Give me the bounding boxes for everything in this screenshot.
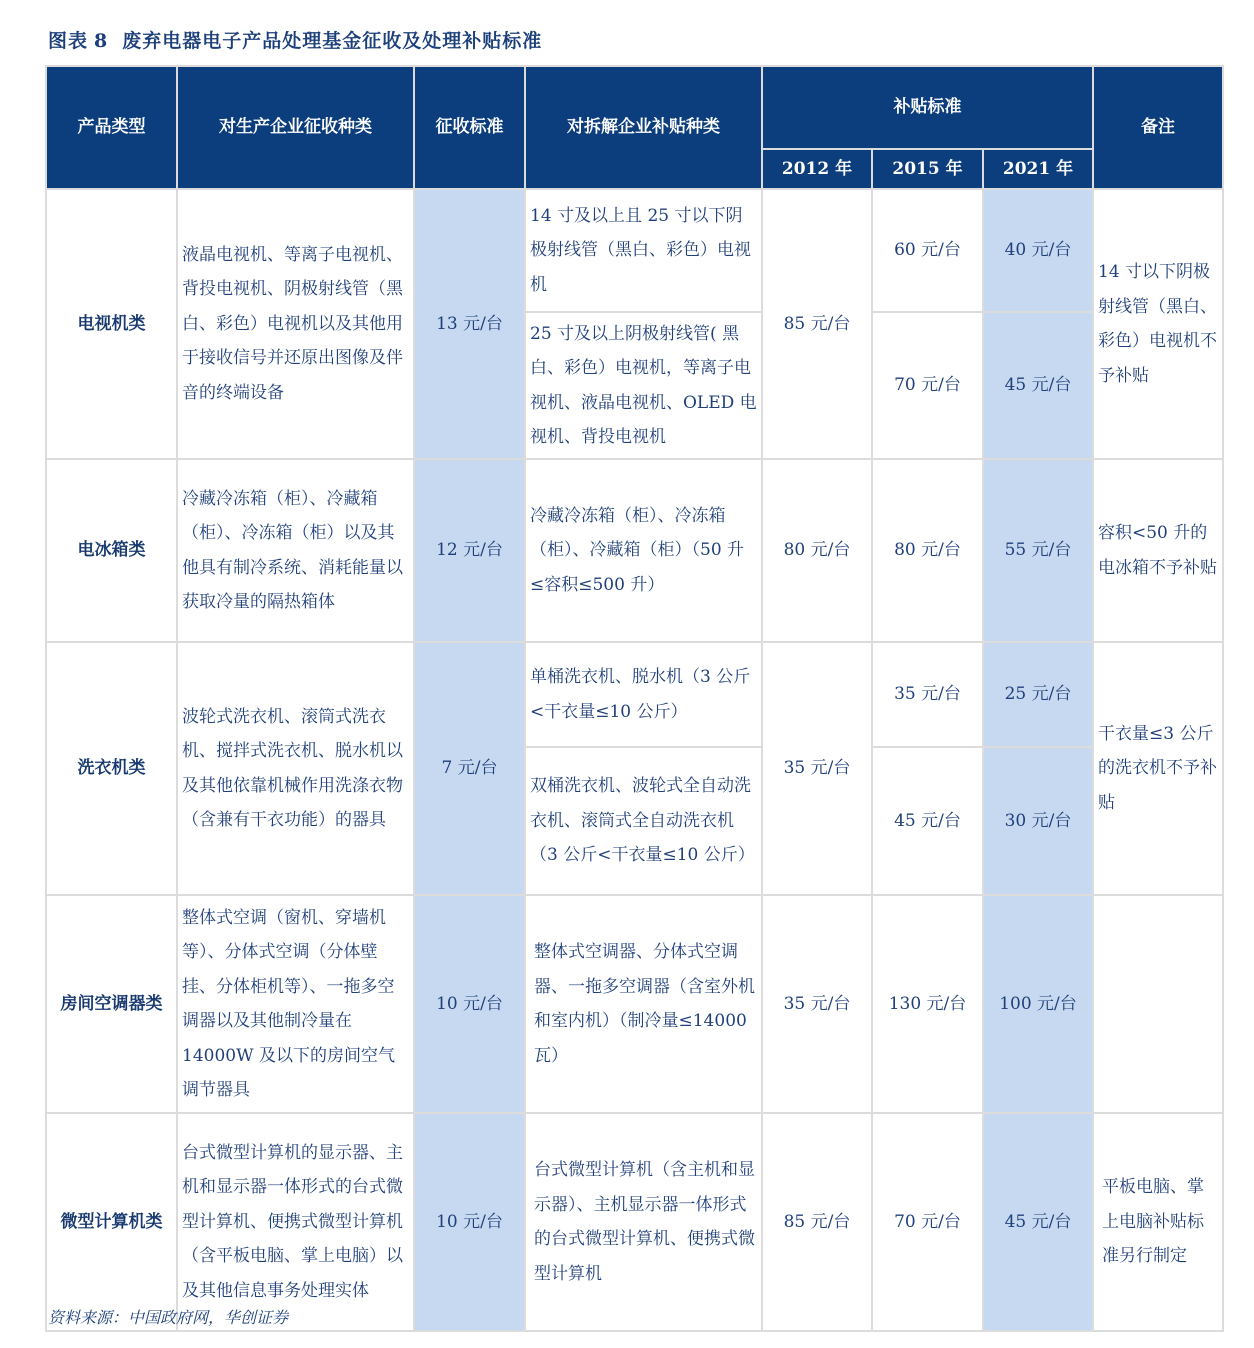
subsidy-scope-cell: 冷藏冷冻箱（柜）、冷冻箱（柜）、冷藏箱（柜）（50 升≤容积≤500 升） — [525, 459, 762, 642]
header-levy-scope: 对生产企业征收种类 — [177, 66, 414, 189]
subsidy-scope-cell: 25 寸及以上阴极射线管( 黑白、彩色）电视机，等离子电视机、液晶电视机、OLED 电视机、背投电视机 — [525, 312, 762, 459]
subsidy-2015-cell: 45 元/台 — [872, 747, 983, 895]
category-cell: 电视机类 — [46, 189, 177, 459]
subsidy-2012-cell: 35 元/台 — [762, 642, 872, 895]
levy-scope-cell: 波轮式洗衣机、滚筒式洗衣机、搅拌式洗衣机、脱水机以及其他依靠机械作用洗涤衣物（含兼有干衣功能）的器具 — [177, 642, 414, 895]
title-number: 8 — [94, 30, 109, 52]
header-product-type: 产品类型 — [46, 66, 177, 189]
levy-standard-cell: 10 元/台 — [414, 895, 525, 1113]
subsidy-scope-cell: 整体式空调器、分体式空调器、一拖多空调器（含室外机和室内机）（制冷量≤14000 瓦） — [525, 895, 762, 1113]
subsidy-2021-cell: 40 元/台 — [983, 189, 1093, 312]
subsidy-scope-cell: 14 寸及以上且 25 寸以下阴极射线管（黑白、彩色）电视机 — [525, 189, 762, 312]
subsidy-2012-cell: 35 元/台 — [762, 895, 872, 1113]
remarks-cell: 干衣量≤3 公斤的洗衣机不予补贴 — [1093, 642, 1223, 895]
table-row-ac — [46, 895, 1223, 1113]
header-year-2015: 2015 年 — [872, 149, 983, 189]
levy-scope-cell: 冷藏冷冻箱（柜）、冷藏箱（柜）、冷冻箱（柜）以及其他具有制冷系统、消耗能量以获取冷量的隔热箱体 — [177, 459, 414, 642]
remarks-cell — [1093, 895, 1223, 1113]
category-cell: 微型计算机类 — [46, 1113, 177, 1331]
subsidy-scope-cell: 双桶洗衣机、波轮式全自动洗衣机、滚筒式全自动洗衣机（3 公斤<干衣量≤10 公斤） — [525, 747, 762, 895]
header-year-2012: 2012 年 — [762, 149, 872, 189]
subsidy-2021-cell: 45 元/台 — [983, 312, 1093, 459]
levy-scope-cell: 整体式空调（窗机、穿墙机等）、分体式空调（分体壁挂、分体柜机等）、一拖多空调器以及其他制冷量在 14000W 及以下的房间空气调节器具 — [177, 895, 414, 1113]
subsidy-2012-cell: 80 元/台 — [762, 459, 872, 642]
levy-scope-cell: 台式微型计算机的显示器、主机和显示器一体形式的台式微型计算机、便携式微型计算机（含平板电脑、掌上电脑）以及其他信息事务处理实体 — [177, 1113, 414, 1331]
source-note: 资料来源：中国政府网，华创证券 — [48, 1308, 289, 1327]
remarks-cell: 平板电脑、掌上电脑补贴标准另行制定 — [1093, 1113, 1223, 1331]
title-text: 废弃电器电子产品处理基金征收及处理补贴标准 — [122, 30, 543, 52]
title-prefix: 图表 — [48, 30, 89, 52]
levy-standard-cell: 7 元/台 — [414, 642, 525, 895]
subsidy-scope-cell: 单桶洗衣机、脱水机（3 公斤<干衣量≤10 公斤） — [525, 642, 762, 747]
header-levy-standard: 征收标准 — [414, 66, 525, 189]
subsidy-scope-cell: 台式微型计算机（含主机和显示器）、主机显示器一体形式的台式微型计算机、便携式微型计算机 — [525, 1113, 762, 1331]
subsidy-2021-cell: 25 元/台 — [983, 642, 1093, 747]
header-subsidy-scope: 对拆解企业补贴种类 — [525, 66, 762, 189]
subsidy-2015-cell: 130 元/台 — [872, 895, 983, 1113]
subsidy-2015-cell: 70 元/台 — [872, 1113, 983, 1331]
subsidy-2012-cell: 85 元/台 — [762, 189, 872, 459]
subsidy-2021-cell: 55 元/台 — [983, 459, 1093, 642]
table-row-fridge — [46, 459, 1223, 642]
category-cell: 洗衣机类 — [46, 642, 177, 895]
header-remarks: 备注 — [1093, 66, 1223, 189]
remarks-cell: 容积<50 升的电冰箱不予补贴 — [1093, 459, 1223, 642]
subsidy-2021-cell: 100 元/台 — [983, 895, 1093, 1113]
subsidy-2012-cell: 85 元/台 — [762, 1113, 872, 1331]
table-row-tv — [46, 189, 1223, 312]
subsidy-2021-cell: 45 元/台 — [983, 1113, 1093, 1331]
subsidy-2015-cell: 80 元/台 — [872, 459, 983, 642]
table-title — [48, 26, 542, 53]
category-cell: 房间空调器类 — [46, 895, 177, 1113]
levy-standard-cell: 13 元/台 — [414, 189, 525, 459]
header-year-2021: 2021 年 — [983, 149, 1093, 189]
levy-standard-cell: 10 元/台 — [414, 1113, 525, 1331]
header-row — [46, 66, 1223, 149]
subsidy-2015-cell: 35 元/台 — [872, 642, 983, 747]
category-cell: 电冰箱类 — [46, 459, 177, 642]
subsidy-2015-cell: 60 元/台 — [872, 189, 983, 312]
table-row-washer — [46, 642, 1223, 747]
levy-standard-cell: 12 元/台 — [414, 459, 525, 642]
table-row-pc — [46, 1113, 1223, 1331]
subsidy-2021-cell: 30 元/台 — [983, 747, 1093, 895]
subsidy-table — [45, 65, 1224, 1332]
levy-scope-cell: 液晶电视机、等离子电视机、背投电视机、阴极射线管（黑白、彩色）电视机以及其他用于接收信号并还原出图像及伴音的终端设备 — [177, 189, 414, 459]
remarks-cell: 14 寸以下阴极射线管（黑白、彩色）电视机不予补贴 — [1093, 189, 1223, 459]
subsidy-2015-cell: 70 元/台 — [872, 312, 983, 459]
header-subsidy-standard: 补贴标准 — [762, 66, 1093, 149]
